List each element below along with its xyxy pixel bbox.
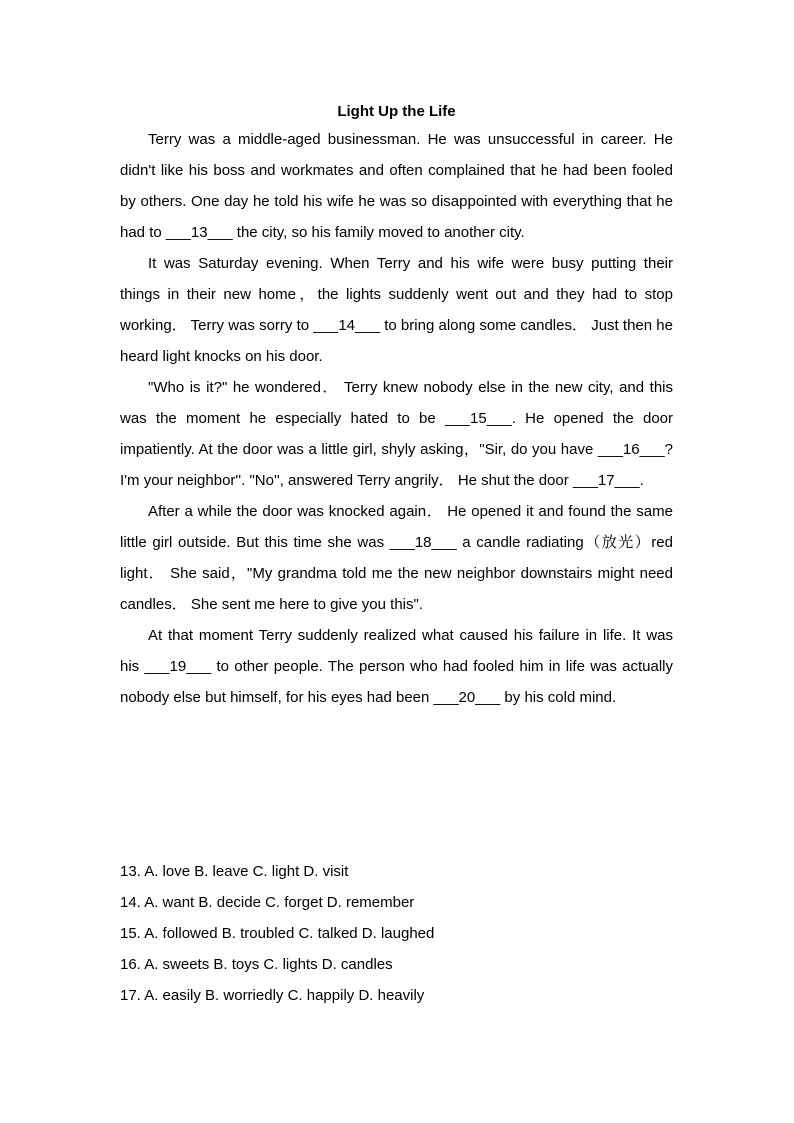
question-16-options: 16. A. sweets B. toys C. lights D. candles bbox=[120, 956, 393, 973]
question-14-options: 14. A. want B. decide C. forget D. remember bbox=[120, 894, 415, 911]
paragraph-2: It was Saturday evening. When Terry and his wife were busy putting their things in their new home，the lights suddenly went out and they had to stop working． Terry was sorry to ___14___ to bring along some candles． Just then he heard light knocks on his door. bbox=[120, 255, 673, 365]
paragraph-3: "Who is it?" he wondered． Terry knew nobody else in the new city, and this was the moment he especially hated to be ___15___. He opened the door impatiently. At the door was a little girl, shyly asking，"Sir, do you have ___16___? I'm your neighbor''. "No'', answered Terry angrily． He shut the door ___17___. bbox=[120, 379, 673, 489]
passage-body bbox=[120, 124, 673, 713]
question-13-options: 13. A. love B. leave C. light D. visit bbox=[120, 863, 349, 880]
paragraph-5: At that moment Terry suddenly realized what caused his failure in life. It was his ___19___ to other people. The person who had fooled him in life was actually nobody else but himself, for his eyes had been ___20___ by his cold mind. bbox=[120, 627, 673, 706]
paragraph-4: After a while the door was knocked again． He opened it and found the same little girl outside. But this time she was ___18___ a candle radiating（放光）red light． She said，"My grandma told me the new neighbor downstairs might need candles． She sent me here to give you this". bbox=[120, 503, 673, 613]
document-page bbox=[120, 100, 673, 713]
paragraph-1: Terry was a middle-aged businessman. He was unsuccessful in career. He didn't like his boss and workmates and often complained that he had been fooled by others. One day he told his wife he was so disappointed with everything that he had to ___13___ the city, so his family moved to another city. bbox=[120, 131, 673, 241]
answer-options bbox=[120, 856, 680, 1011]
passage-title: Light Up the Life bbox=[337, 103, 456, 120]
question-15-options: 15. A. followed B. troubled C. talked D. laughed bbox=[120, 925, 435, 942]
question-17-options: 17. A. easily B. worriedly C. happily D. heavily bbox=[120, 987, 425, 1004]
